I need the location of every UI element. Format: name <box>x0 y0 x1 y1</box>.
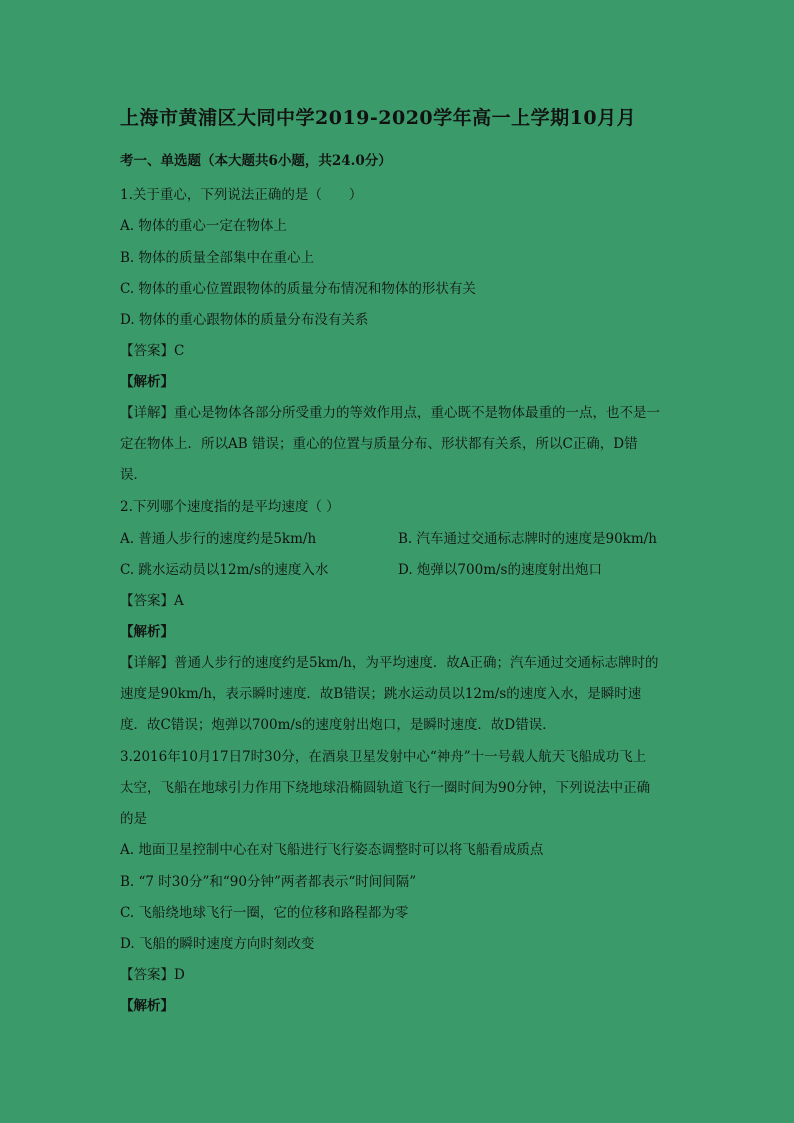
q2-stem: 2.下列哪个速度指的是平均速度（ ） <box>120 499 340 515</box>
q2-detail-line-2: 速度是90km/h，表示瞬时速度．故B错误；跳水运动员以12m/s的速度入水，是瞬时速 <box>120 686 642 702</box>
q1-answer: 【答案】C <box>120 343 185 359</box>
q2-option-a: A. 普通人步行的速度约是5km/h <box>120 531 317 547</box>
q3-stem-line-3: 的是 <box>120 811 147 827</box>
q2-options-row-2 <box>120 560 680 580</box>
q1-analysis-label: 【解析】 <box>120 374 174 390</box>
q2-answer: 【答案】A <box>120 593 184 609</box>
q3-option-c: C. 飞船绕地球飞行一圈，它的位移和路程都为零 <box>120 905 409 921</box>
q2-option-c: C. 跳水运动员以12m/s的速度入水 <box>120 562 329 578</box>
q2-option-b: B. 汽车通过交通标志牌时的速度是90km/h <box>398 531 657 547</box>
q3-option-b: B. “7 时30分”和“90分钟”两者都表示“时间间隔” <box>120 874 417 890</box>
q1-stem: 1.关于重心，下列说法正确的是（ ） <box>120 187 363 203</box>
q1-option-b: B. 物体的质量全部集中在重心上 <box>120 250 315 266</box>
q1-detail-line-3: 误． <box>120 467 147 483</box>
q3-stem-line-2: 太空，飞船在地球引力作用下绕地球沿椭圆轨道飞行一圈时间为90分钟，下列说法中正确 <box>120 780 651 796</box>
q2-options-row-1 <box>120 529 680 549</box>
q1-option-c: C. 物体的重心位置跟物体的质量分布情况和物体的形状有关 <box>120 281 476 297</box>
q3-option-a: A. 地面卫星控制中心在对飞船进行飞行姿态调整时可以将飞船看成质点 <box>120 842 544 858</box>
q2-analysis-label: 【解析】 <box>120 624 174 640</box>
section-heading: 考一、单选题（本大题共6小题，共24.0分） <box>120 153 392 169</box>
q3-stem-line-1: 3.2016年10月17日7时30分，在酒泉卫星发射中心“神舟”十一号载人航天飞船成功飞上 <box>120 749 647 765</box>
q1-detail-line-1: 【详解】重心是物体各部分所受重力的等效作用点，重心既不是物体最重的一点，也不是一 <box>120 405 660 421</box>
q3-option-d: D. 飞船的瞬时速度方向时刻改变 <box>120 936 315 952</box>
q2-option-d: D. 炮弹以700m/s的速度射出炮口 <box>398 562 602 578</box>
q3-answer: 【答案】D <box>120 967 185 983</box>
page-title: 上海市黄浦区大同中学2019-2020学年高一上学期10月月 <box>120 107 637 129</box>
q1-option-d: D. 物体的重心跟物体的质量分布没有关系 <box>120 312 369 328</box>
q1-option-a: A. 物体的重心一定在物体上 <box>120 218 287 234</box>
q2-detail-line-3: 度．故C错误；炮弹以700m/s的速度射出炮口，是瞬时速度．故D错误． <box>120 717 556 733</box>
q3-analysis-label: 【解析】 <box>120 998 174 1014</box>
q2-detail-line-1: 【详解】普通人步行的速度约是5km/h，为平均速度．故A正确；汽车通过交通标志牌时的 <box>120 655 659 671</box>
q1-detail-line-2: 定在物体上．所以AB 错误；重心的位置与质量分布、形状都有关系，所以C正确，D错 <box>120 436 638 452</box>
